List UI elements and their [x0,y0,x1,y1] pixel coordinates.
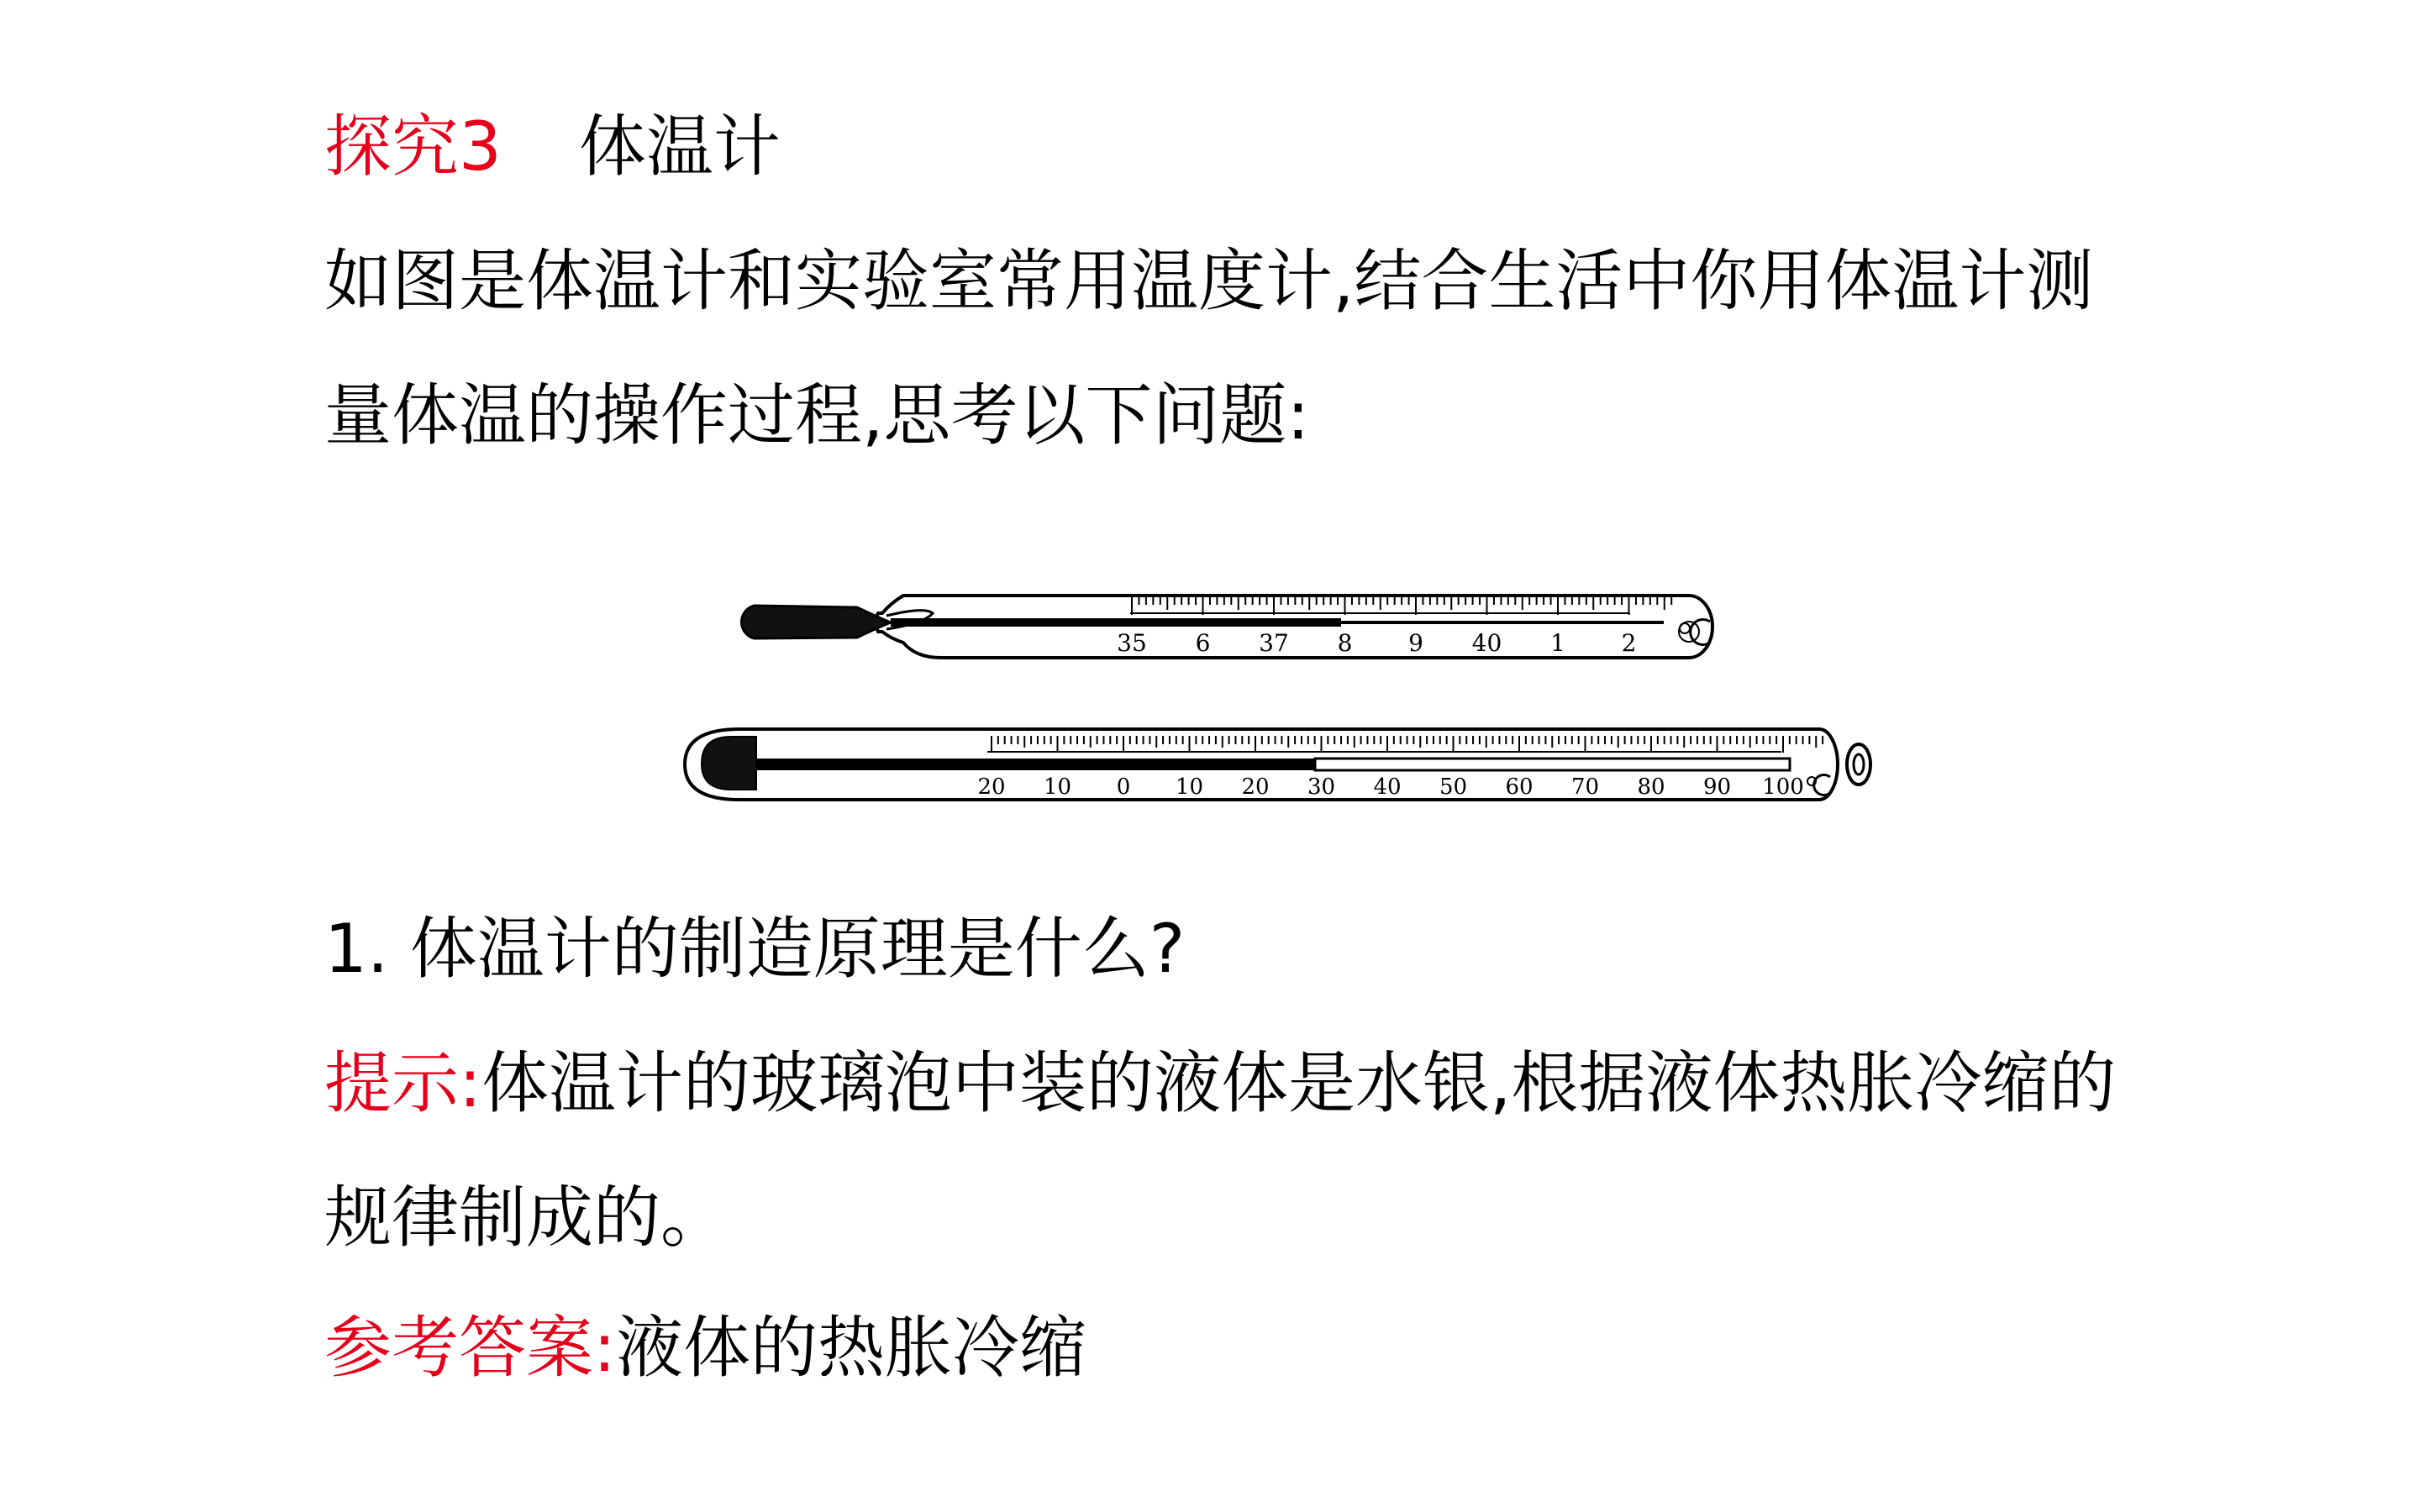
lab-mercury-column [756,759,1315,770]
lab-thermometer [685,729,1870,800]
section-label: 探究3 [324,108,502,186]
hint-text-1: 体温计的玻璃泡中装的液体是水银,根据液体热胀冷缩的 [481,1044,2117,1122]
lab-bulb [702,737,756,790]
lab-top-loop-inner [1854,754,1864,774]
scale-tick-label: 60 [1505,774,1534,800]
hint-line-1 [324,1042,2116,1126]
answer-text: 液体的热胀冷缩 [615,1309,1086,1387]
lab-top-loop [1847,744,1870,785]
scale-tick-label: 30 [1307,774,1336,800]
scale-tick-label: 10 [1043,774,1072,800]
scale-tick-label: 90 [1702,774,1732,800]
clinical-bulb [741,606,891,638]
hint-line-2: 规律制成的。 [324,1179,728,1257]
section-title: 体温计 [578,108,781,186]
scale-tick-label: 35 [1117,629,1147,657]
answer-line [324,1306,1086,1390]
scale-tick-label: 100 [1762,774,1804,800]
lab-capillary [1315,759,1790,770]
scale-tick-label: 40 [1373,774,1402,800]
hint-label: 提示: [324,1044,481,1122]
scale-tick-label: 80 [1637,774,1665,800]
answer-label: 参考答案: [324,1309,616,1387]
scale-tick-label: 8 [1337,629,1353,657]
scale-tick-label: 20 [1241,774,1270,800]
question-text: 1. 体温计的制造原理是什么? [324,910,1186,988]
scale-tick-label: 2 [1621,629,1637,657]
scale-tick-label: 6 [1195,629,1211,657]
scale-tick-label: 50 [1439,774,1468,800]
scale-tick-label: 37 [1259,629,1289,657]
scale-tick-label: 9 [1408,629,1423,657]
scale-tick-label: 40 [1471,629,1502,657]
scale-tick-label: 1 [1550,629,1565,657]
scale-tick-label: 10 [1175,774,1204,800]
scale-tick-label: 0 [1116,774,1131,800]
intro-line-1: 如图是体温计和实验室常用温度计,结合生活中你用体温计测 [324,242,2094,320]
clinical-thermometer [741,596,1712,658]
scale-tick-label: 20 [977,774,1006,800]
scale-tick-label: 70 [1570,774,1600,800]
intro-line-2: 量体温的操作过程,思考以下问题: [324,376,1310,454]
